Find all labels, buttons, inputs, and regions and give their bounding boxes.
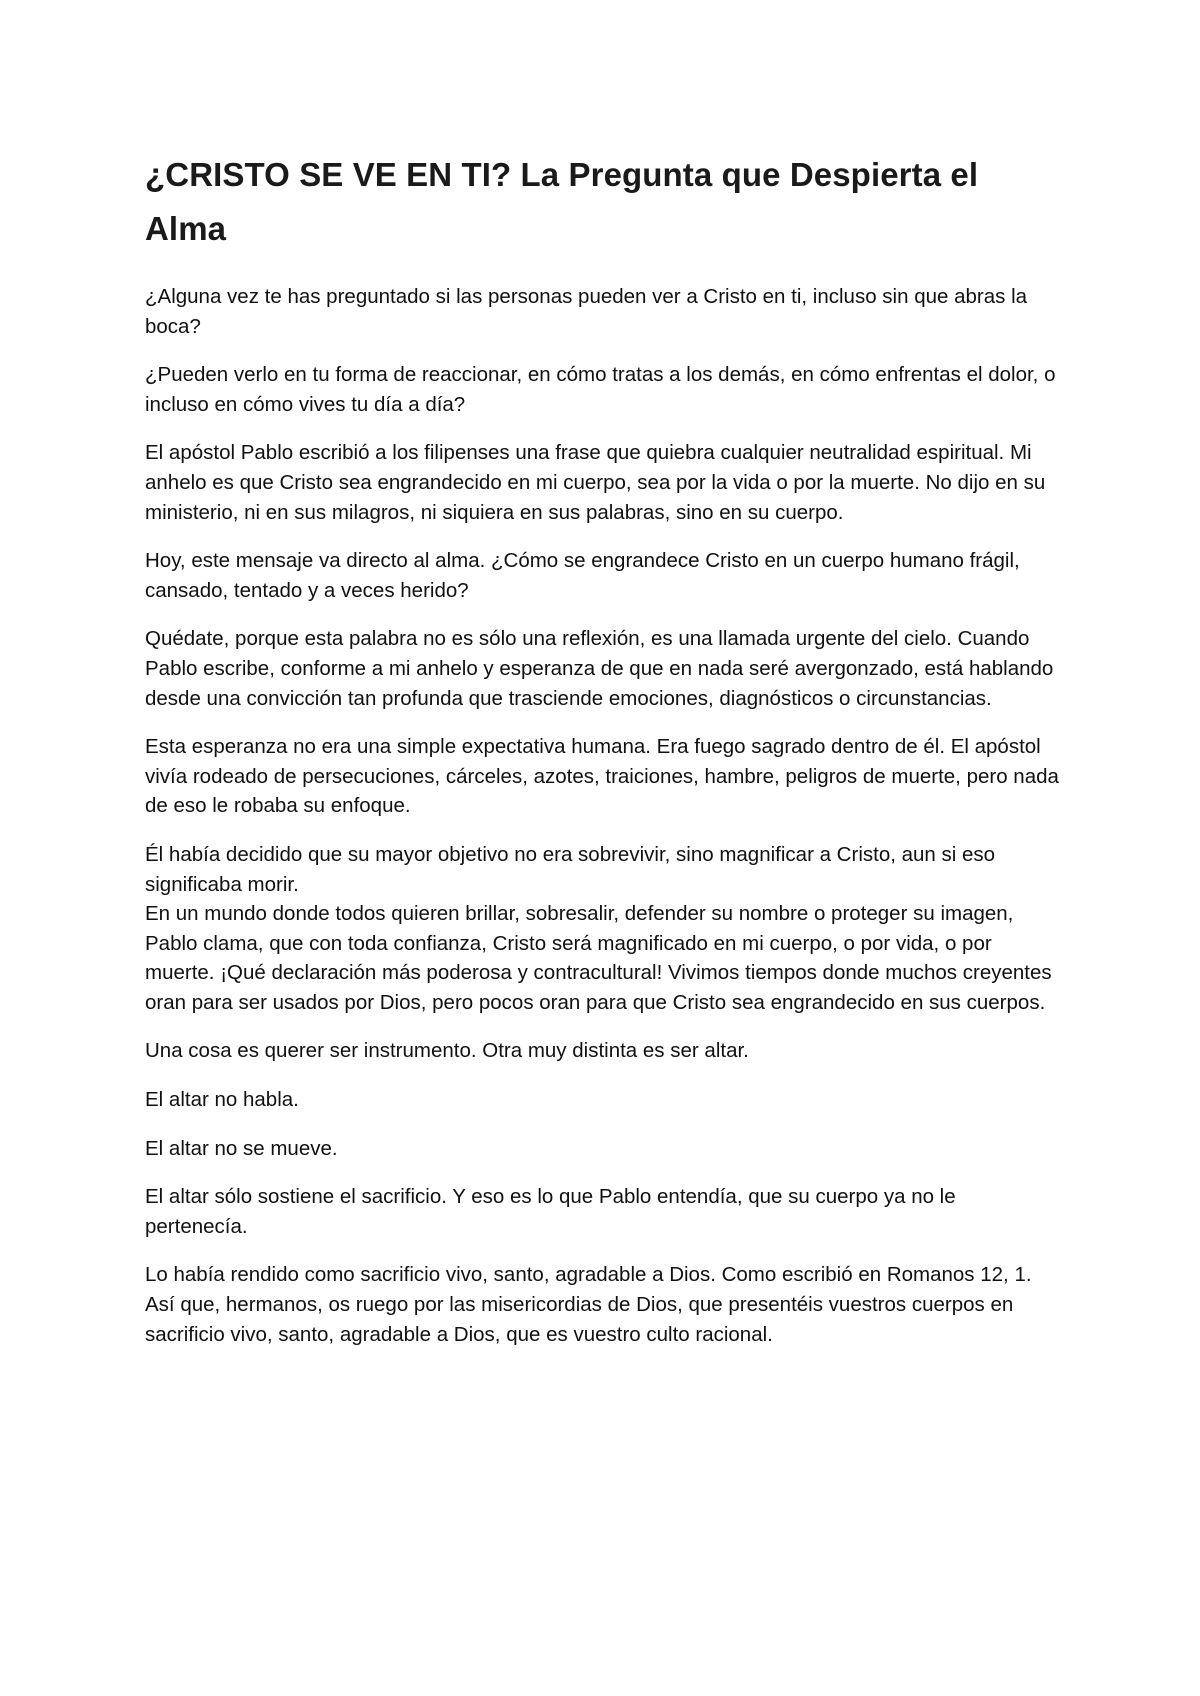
document-title: ¿CRISTO SE VE EN TI? La Pregunta que Despierta el Alma — [145, 156, 979, 247]
paragraph-1: ¿Alguna vez te has preguntado si las personas pueden ver a Cristo en ti, incluso sin que abras la boca? — [145, 285, 1028, 338]
paragraph-7: Él había decidido que su mayor objetivo no era sobrevivir, sino magnificar a Cristo, aun si eso significaba morir. — [145, 842, 996, 896]
paragraph-3: El apóstol Pablo escribió a los filipenses una frase que quiebra cualquier neutralidad espiritual. Mi anhelo es que Cristo sea engrandecido en mi cuerpo, sea por la vida o por la muerte. No dijo en su ministerio, ni en sus milagros, ni siquiera en sus palabras, sino en su cuerpo. — [145, 441, 1046, 524]
paragraph-4: Hoy, este mensaje va directo al alma. ¿Cómo se engrandece Cristo en un cuerpo humano frágil, cansado, tentado y a veces herido? — [145, 549, 1020, 602]
paragraph-13: Lo había rendido como sacrificio vivo, santo, agradable a Dios. Como escribió en Romanos 12, 1. Así que, hermanos, os ruego por las misericordias de Dios, que presentéis vuestros cuerpos en sacrificio vivo, santo, agradable a Dios, que es vuestro culto racional. — [145, 1263, 1032, 1346]
paragraph-5: Quédate, porque esta palabra no es sólo una reflexión, es una llamada urgente del cielo. Cuando Pablo escribe, conforme a mi anhelo y esperanza de que en nada seré avergonzado, está hablando desde una convicción tan profunda que trasciende emociones, diagnósticos o circunstancias. — [145, 627, 1054, 710]
paragraph-6: Esta esperanza no era una simple expectativa humana. Era fuego sagrado dentro de él. El apóstol vivía rodeado de persecuciones, cárceles, azotes, traiciones, hambre, peligros de muerte, pero nada de eso le robaba su enfoque. — [145, 735, 1059, 818]
paragraph-2: ¿Pueden verlo en tu forma de reaccionar, en cómo tratas a los demás, en cómo enfrentas el dolor, o incluso en cómo vives tu día a día? — [145, 363, 1056, 416]
document-page — [145, 148, 1060, 1368]
paragraph-8: En un mundo donde todos quieren brillar, sobresalir, defender su nombre o proteger su imagen, Pablo clama, que con toda confianza, Cristo será magnificado en mi cuerpo, o por vida, o por muerte. ¡Qué declaración más poderosa y contracultural! Vivimos tiempos donde muchos creyentes oran para ser usados por Dios, pero pocos oran para que Cristo sea engrandecido en sus cuerpos. — [145, 902, 1052, 1014]
paragraph-12: El altar sólo sostiene el sacrificio. Y eso es lo que Pablo entendía, que su cuerpo ya no le pertenecía. — [145, 1185, 956, 1238]
paragraph-11: El altar no se mueve. — [145, 1136, 338, 1160]
paragraph-10: El altar no habla. — [145, 1088, 299, 1112]
paragraph-9: Una cosa es querer ser instrumento. Otra muy distinta es ser altar. — [145, 1039, 749, 1063]
